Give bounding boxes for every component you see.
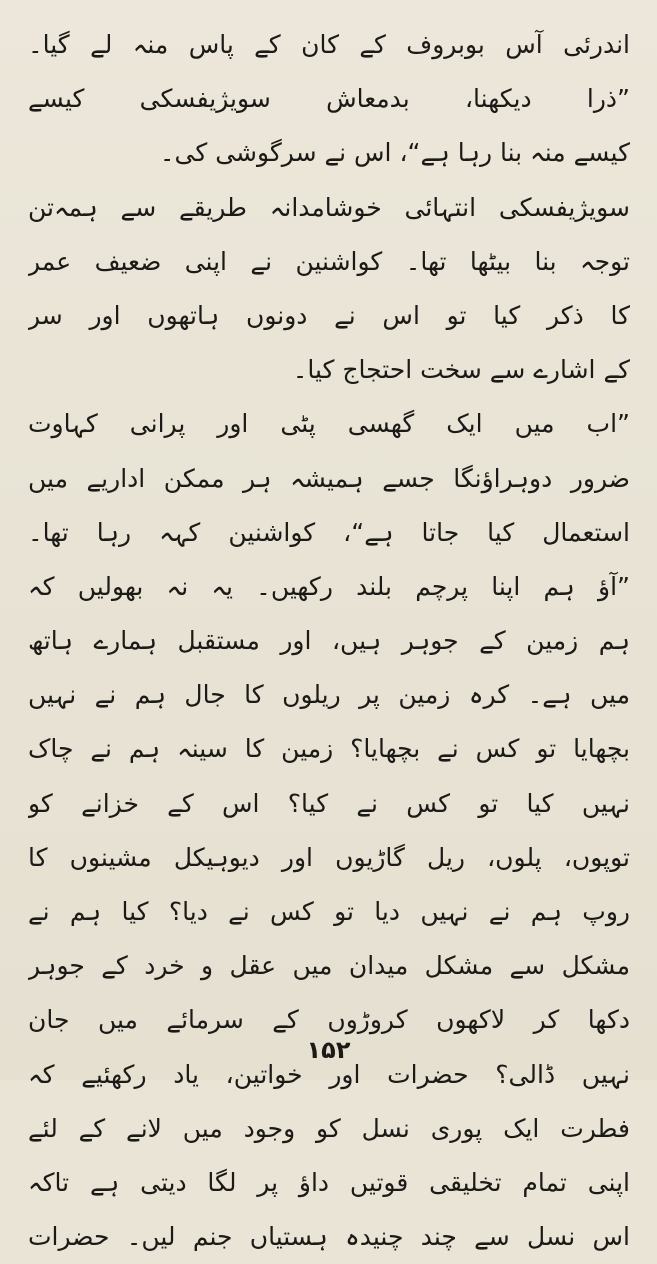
text-line: ”آؤ ہم اپنا پرچم بلند رکھیں۔ یہ نہ بھولیں کہ bbox=[28, 571, 630, 601]
text-line: ”ذرا دیکھنا، بدمعاش سویژیفسکی کیسے bbox=[28, 84, 630, 114]
text-line: نہیں ڈالی؟ حضرات اور خواتین، یاد رکھئیے کہ bbox=[28, 1059, 630, 1089]
text-line: توپوں، پلوں، ریل گاڑیوں اور دیوہیکل مشینوں کا bbox=[28, 842, 630, 872]
text-line: سویژیفسکی انتہائی خوشامدانہ طریقے سے ہمہ‌تن bbox=[28, 192, 630, 222]
text-line: میں ہے۔ کرہ زمین پر ریلوں کا جال ہم نے نہیں bbox=[28, 680, 630, 710]
text-line: ضرور دوہراؤنگا جسے ہمیشہ ہر ممکن اداریے میں bbox=[28, 463, 630, 493]
text-line: کا ذکر کیا تو اس نے دونوں ہاتھوں اور سر bbox=[28, 300, 630, 330]
text-line: ہم زمین کے جوہر ہیں، اور مستقبل ہمارے ہاتھ bbox=[28, 626, 630, 656]
text-line: بچھایا تو کس نے بچھایا؟ زمین کا سینہ ہم نے چاک bbox=[28, 734, 630, 764]
text-line: ”اب میں ایک گھسی پٹی اور پرانی کہاوت bbox=[28, 409, 630, 439]
text-line: استعمال کیا جاتا ہے“، کواشنین کہہ رہا تھا۔ bbox=[28, 517, 630, 547]
text-line: فطرت ایک پوری نسل کو وجود میں لانے کے لئے bbox=[28, 1113, 630, 1143]
text-line: اندرئی آس بوبروف کے کان کے پاس منہ لے گیا۔ bbox=[28, 30, 630, 59]
text-line: کیسے منہ بنا رہا ہے“، اس نے سرگوشی کی۔ bbox=[159, 138, 630, 168]
text-line: توجہ بنا بیٹھا تھا۔ کواشنین نے اپنی ضعیف عمر bbox=[28, 246, 630, 276]
text-line: روپ ہم نے نہیں دیا تو کس نے دیا؟ کیا ہم نے bbox=[28, 897, 630, 926]
text-line: اس نسل سے چند چنیدہ ہستیاں جنم لیں۔ حضرات bbox=[28, 1222, 630, 1252]
text-line: کے اشارے سے سخت احتجاج کیا۔ bbox=[292, 355, 630, 385]
text-line: دکھا کر لاکھوں کروڑوں کے سرمائے میں جان bbox=[28, 1005, 630, 1035]
text-line: نہیں کیا تو کس نے کیا؟ اس کے خزانے کو bbox=[28, 788, 630, 818]
body-text bbox=[28, 18, 630, 1264]
page-number: ۱۵۲ bbox=[306, 1036, 351, 1064]
text-line: مشکل سے مشکل میدان میں عقل و خرد کے جوہر bbox=[28, 951, 630, 981]
text-line: اپنی تمام تخلیقی قوتیں داؤ پر لگا دیتی ہے تاکہ bbox=[28, 1167, 630, 1197]
